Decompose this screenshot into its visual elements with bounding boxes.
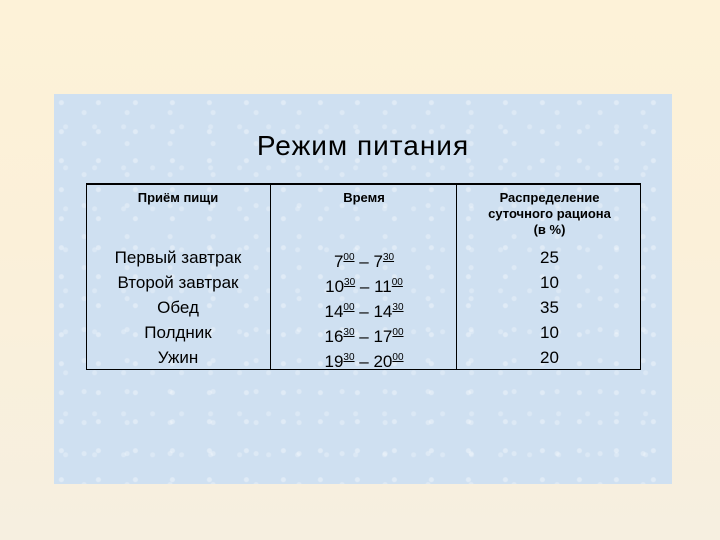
cell-percent: 35: [540, 298, 559, 317]
cell-percent: 10: [540, 323, 559, 342]
time-start-hour: 19: [324, 352, 344, 371]
time-end-minutes: 30: [392, 302, 404, 313]
time-end-hour: 20: [373, 352, 393, 371]
slide-panel: [54, 94, 672, 484]
cell-meal: Второй завтрак: [117, 273, 239, 292]
time-start-minutes: 00: [343, 252, 355, 263]
time-dash: –: [359, 277, 370, 296]
time-end-hour: 11: [374, 277, 392, 296]
cell-time: [271, 270, 457, 295]
cell-percent: 10: [540, 273, 559, 292]
header-time: Время: [343, 190, 385, 205]
time-start-minutes: 00: [343, 302, 355, 313]
time-end-hour: 7: [373, 252, 383, 271]
cell-time: [271, 345, 457, 370]
cell-time: [271, 245, 457, 270]
cell-meal: Первый завтрак: [114, 248, 242, 267]
cell-meal: Ужин: [157, 348, 199, 367]
cell-time: [271, 320, 457, 345]
time-end-hour: 14: [373, 302, 393, 321]
time-start-minutes: 30: [344, 277, 356, 288]
time-start-hour: 14: [324, 302, 344, 321]
time-dash: –: [359, 352, 369, 371]
time-dash: –: [359, 327, 369, 346]
time-end-minutes: 30: [382, 252, 395, 263]
time-dash: –: [359, 252, 369, 271]
time-start-minutes: 30: [343, 327, 355, 338]
time-end-hour: 17: [373, 327, 393, 346]
cell-time: [271, 295, 457, 320]
page-title: Режим питания: [256, 130, 470, 161]
time-start-hour: 10: [325, 277, 345, 296]
time-end-minutes: 00: [391, 277, 403, 288]
cell-meal: Обед: [157, 298, 199, 317]
header-distribution: Распределение суточного рациона (в %): [488, 190, 611, 237]
time-start-hour: 16: [324, 327, 344, 346]
time-end-minutes: 00: [392, 352, 404, 363]
cell-percent: 25: [540, 248, 559, 267]
header-meal: Приём пищи: [137, 190, 219, 205]
time-end-minutes: 00: [392, 327, 404, 338]
time-start-minutes: 30: [343, 352, 355, 363]
column-meal: [86, 185, 270, 370]
column-distribution: [456, 185, 642, 370]
time-start-hour: 7: [333, 252, 344, 271]
time-dash: –: [359, 302, 369, 321]
cell-meal: Полдник: [144, 323, 212, 342]
cell-percent: 20: [540, 348, 559, 367]
meal-schedule-table: [86, 183, 641, 370]
column-time: [270, 185, 457, 370]
